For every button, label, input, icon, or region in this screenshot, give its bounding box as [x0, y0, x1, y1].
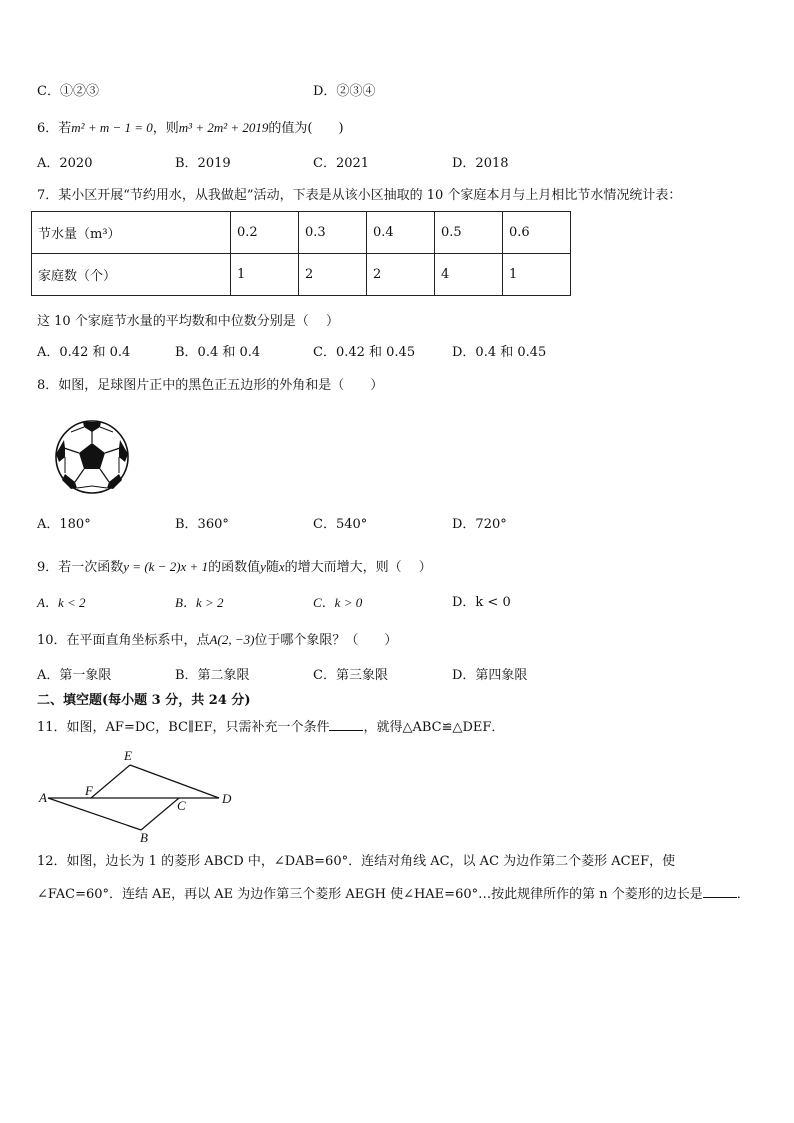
- q10-option-d: D．第四象限: [452, 668, 528, 683]
- q11-geometry-figure: [36, 746, 236, 846]
- table-header-cell: 家庭数（个）: [32, 254, 231, 296]
- table-row: [32, 254, 571, 296]
- q12-stem-line1: 12．如图，边长为 1 的菱形 ABCD 中，∠DAB=60°．连结对角线 AC，以 AC 为边作第二个菱形 ACEF，使: [37, 854, 676, 869]
- q6-option-c: C．2021: [313, 156, 370, 171]
- table-cell: 0.5: [435, 212, 503, 254]
- table-cell: 1: [503, 254, 571, 296]
- label-b: B: [140, 830, 148, 845]
- q8-stem: 8．如图，足球图片正中的黑色正五边形的外角和是（ ）: [37, 378, 384, 393]
- q10-option-b: B．第二象限: [175, 668, 250, 683]
- section-title: 二、填空题(每小题 3 分，共 24 分): [37, 693, 251, 708]
- q8-option-a: A．180°: [37, 517, 91, 532]
- q8-option-b: B．360°: [175, 517, 229, 532]
- table-cell: 2: [299, 254, 367, 296]
- q11-stem: 11．如图，AF=DC，BC∥EF，只需补充一个条件 ，就得△ABC≌△DEF．: [37, 720, 505, 735]
- table-header-cell: 节水量（m³）: [32, 212, 231, 254]
- table-cell: 0.2: [231, 212, 299, 254]
- q9-option-c: C．k > 0: [313, 595, 363, 610]
- table-row: [32, 212, 571, 254]
- q9-option-d: D．k < 0: [452, 595, 511, 610]
- label-a: A: [39, 790, 47, 805]
- q7-option-a: A．0.42 和 0.4: [37, 345, 131, 360]
- q6-equation: m² + m − 1 = 0: [71, 120, 153, 135]
- q7-option-c: C．0.42 和 0.45: [313, 345, 416, 360]
- q7-option-d: D．0.4 和 0.45: [452, 345, 547, 360]
- q9-option-a: A．k < 2: [37, 595, 86, 610]
- q6-option-d: D．2018: [452, 156, 509, 171]
- table-cell: 2: [367, 254, 435, 296]
- label-c: C: [177, 798, 186, 813]
- q5-option-c: C．①②③: [37, 84, 99, 99]
- q7-stats-table: [31, 211, 571, 296]
- label-d: D: [222, 791, 232, 806]
- q7-option-b: B．0.4 和 0.4: [175, 345, 261, 360]
- q10-point: A(2, −3): [209, 632, 255, 647]
- q10-option-a: A．第一象限: [37, 668, 112, 683]
- q6-option-b: B．2019: [175, 156, 231, 171]
- q10-option-c: C．第三象限: [313, 668, 388, 683]
- q8-option-d: D．720°: [452, 517, 507, 532]
- answer-blank: [703, 885, 737, 898]
- q10-stem: 10．在平面直角坐标系中，点A(2, −3)位于哪个象限？（ ）: [37, 632, 398, 648]
- label-e: E: [124, 748, 132, 763]
- q12-stem-line2: ∠FAC=60°．连结 AE，再以 AE 为边作第三个菱形 AEGH 使∠HAE=60°…按此规律所作的第 n 个菱形的边长是 ．: [37, 887, 750, 902]
- table-cell: 0.3: [299, 212, 367, 254]
- q5-option-d: D．②③④: [313, 84, 376, 99]
- q8-option-c: C．540°: [313, 517, 368, 532]
- table-cell: 4: [435, 254, 503, 296]
- table-cell: 0.4: [367, 212, 435, 254]
- table-cell: 0.6: [503, 212, 571, 254]
- q7-stem: 7．某小区开展“节约用水，从我做起”活动，下表是从该小区抽取的 10 个家庭本月与上月相比节水情况统计表：: [37, 188, 682, 203]
- q9-function: y = (k − 2)x + 1: [123, 559, 209, 574]
- answer-blank: [329, 718, 363, 731]
- label-f: F: [85, 783, 93, 798]
- q9-option-b: B．k > 2: [175, 595, 224, 610]
- q6-stem: 6．若m² + m − 1 = 0，则m³ + 2m² + 2019的值为( ): [37, 120, 344, 136]
- q6-expression: m³ + 2m² + 2019: [178, 120, 269, 135]
- q9-stem: 9．若一次函数y = (k − 2)x + 1的函数值y随x的增大而增大，则（ ）: [37, 559, 432, 575]
- q7-question: 这 10 个家庭节水量的平均数和中位数分别是（ ）: [37, 314, 339, 329]
- q6-option-a: A．2020: [37, 156, 93, 171]
- soccer-ball-figure: [53, 418, 131, 496]
- table-cell: 1: [231, 254, 299, 296]
